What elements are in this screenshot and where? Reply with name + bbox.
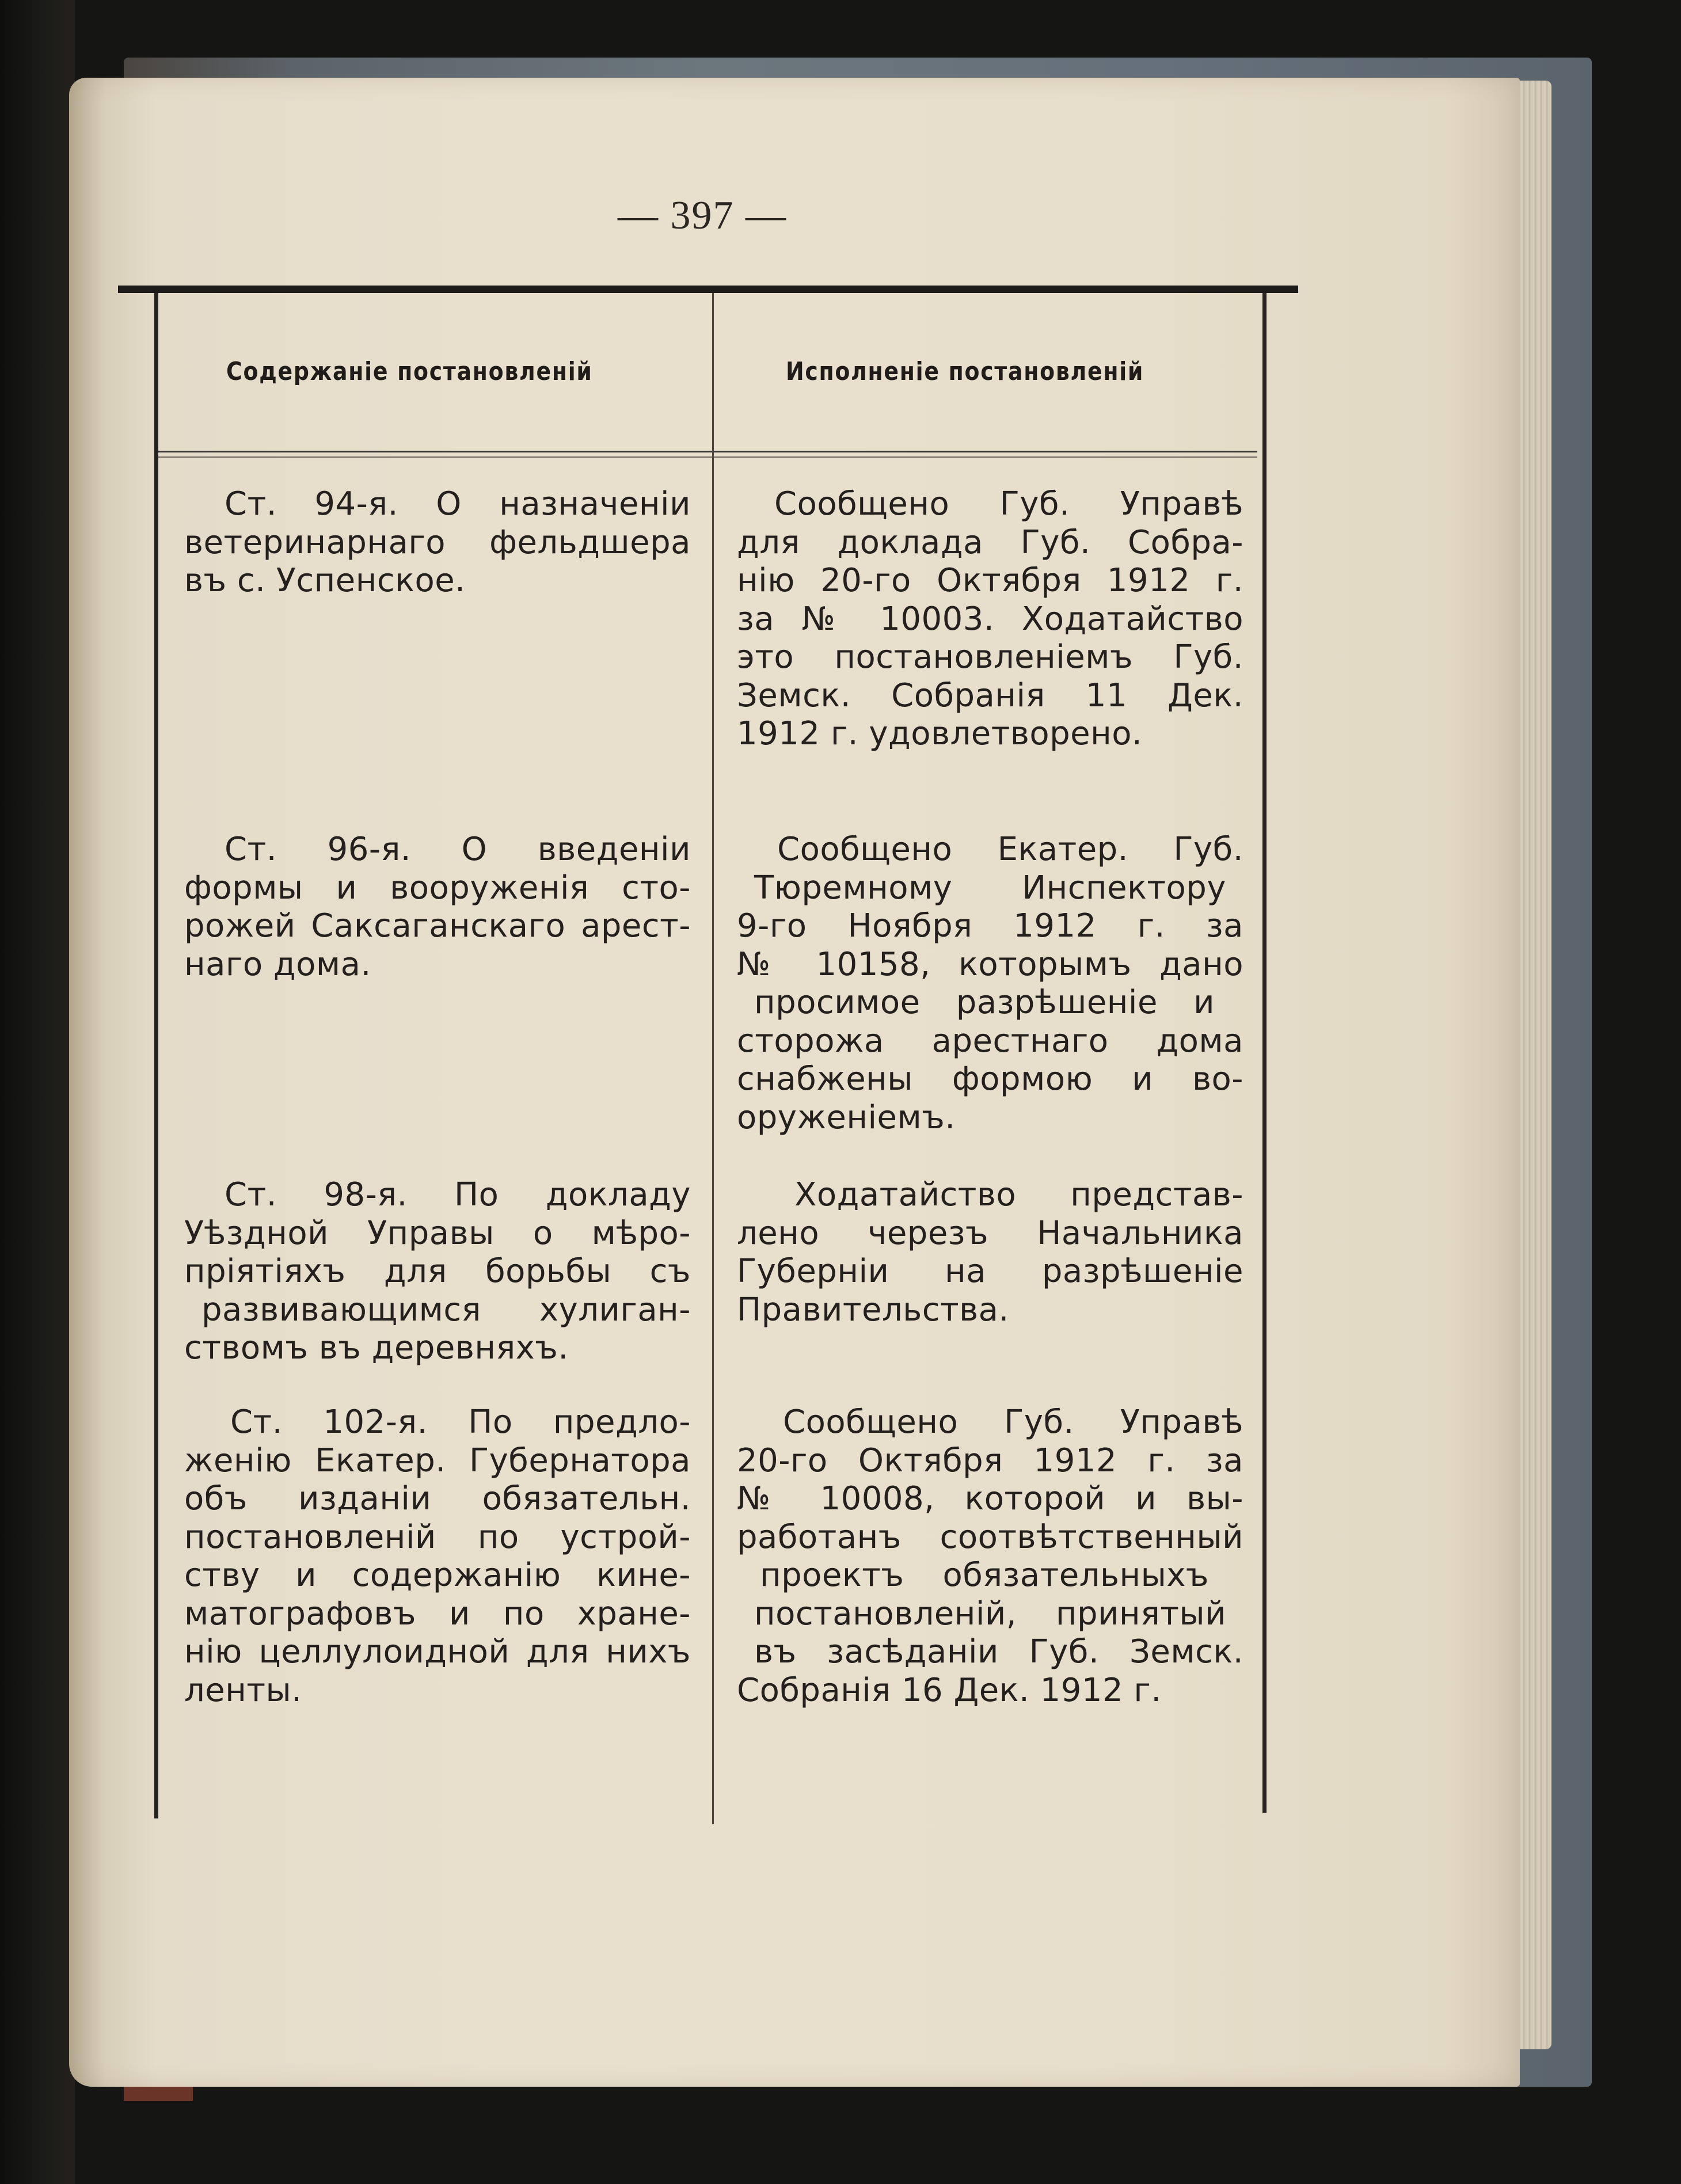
text-line: нiю целлулоидной для нихъ — [184, 1633, 691, 1671]
text-line: ветеринарнаго фельдшера — [184, 523, 691, 561]
text-line: проектъ обязательныхъ — [760, 1557, 1209, 1594]
text-line: въ с. Успенское. — [184, 562, 466, 599]
page-number: — 397 — — [618, 193, 787, 238]
text-line: прiятiяхъ для борьбы съ — [184, 1253, 691, 1290]
entry-content — [184, 485, 691, 600]
left-binding — [0, 0, 75, 2184]
text-line: наго дома. — [184, 945, 371, 983]
text-line: работанъ соотвѣтственный — [737, 1518, 1243, 1556]
text-line: оруженiемъ. — [737, 1098, 956, 1136]
text-line: въ засѣданiи Губ. Земск. — [754, 1633, 1243, 1671]
text-line: № 10158, которымъ дано — [737, 945, 1243, 983]
column-header-content: Содержанiе постановленiй — [226, 357, 593, 386]
text-line: 1912 г. удовлетворено. — [737, 715, 1143, 752]
text-line: Ст. 98-я. По докладу — [225, 1176, 691, 1213]
text-line: это постановленiемъ Губ. — [737, 638, 1243, 676]
text-line: Тюремному Инспектору — [754, 869, 1226, 907]
header-bottom-rule-thin — [157, 456, 1257, 458]
text-line: Сообщено Екатер. Губ. — [777, 831, 1243, 868]
text-line: формы и вооруженiя сто- — [184, 869, 691, 907]
text-line: Правительства. — [737, 1291, 1009, 1329]
text-line: 20-го Октября 1912 г. за — [737, 1441, 1243, 1479]
text-line: Земск. Собранiя 11 Дек. — [737, 676, 1243, 714]
text-line: Ст. 94-я. О назначенiи — [225, 485, 691, 523]
text-line: ленты. — [184, 1671, 302, 1709]
column-header-execution: Исполненiе постановленiй — [786, 357, 1144, 386]
text-line: для доклада Губ. Собра- — [737, 523, 1243, 561]
text-line: Ходатайство представ- — [794, 1176, 1243, 1213]
text-line: развивающимся хулиган- — [201, 1291, 691, 1329]
entry-execution — [737, 1403, 1243, 1710]
text-line: ству и содержанiю кине- — [184, 1557, 691, 1594]
text-line: лено черезъ Начальника — [737, 1214, 1243, 1252]
text-line: нiю 20-го Октября 1912 г. — [737, 562, 1243, 599]
table-column-divider — [712, 293, 714, 1824]
entry-content — [184, 1176, 691, 1368]
table-top-rule — [118, 286, 1298, 293]
text-line: объ изданiи обязательн. — [184, 1480, 691, 1517]
text-line: Ст. 96-я. О введенiи — [225, 831, 691, 868]
header-bottom-rule — [157, 451, 1257, 452]
text-line: постановленiй, принятый — [754, 1595, 1226, 1633]
text-line: сторожа арестнаго дома — [737, 1022, 1243, 1060]
text-line: № 10008, которой и вы- — [737, 1480, 1243, 1517]
text-line: просимое разрѣшенiе и — [754, 984, 1215, 1021]
text-line: матографовъ и по хране- — [184, 1595, 691, 1633]
table-right-border — [1262, 293, 1267, 1813]
entry-content — [184, 831, 691, 984]
text-line: женiю Екатер. Губернатора — [184, 1441, 691, 1479]
text-line: Уѣздной Управы о мѣро- — [184, 1214, 691, 1252]
text-line: Ст. 102-я. По предло- — [230, 1403, 691, 1441]
entry-execution — [737, 1176, 1243, 1329]
text-line: ствомъ въ деревняхъ. — [184, 1329, 569, 1367]
text-line: Губернiи на разрѣшенiе — [737, 1253, 1243, 1290]
table-left-border — [154, 293, 158, 1818]
entry-content — [184, 1403, 691, 1710]
entry-execution — [737, 485, 1243, 754]
text-line: за № 10003. Ходатайство — [737, 600, 1243, 638]
text-line: рожей Саксаганскаго арест- — [184, 907, 691, 945]
text-line: 9-го Ноября 1912 г. за — [737, 907, 1243, 945]
text-line: постановленiй по устрой- — [184, 1518, 691, 1556]
entry-execution — [737, 831, 1243, 1137]
text-line: Собранiя 16 Дек. 1912 г. — [737, 1671, 1162, 1709]
text-line: снабжены формою и во- — [737, 1060, 1243, 1098]
text-line: Сообщено Губ. Управѣ — [774, 485, 1243, 523]
text-line: Сообщено Губ. Управѣ — [783, 1403, 1243, 1441]
